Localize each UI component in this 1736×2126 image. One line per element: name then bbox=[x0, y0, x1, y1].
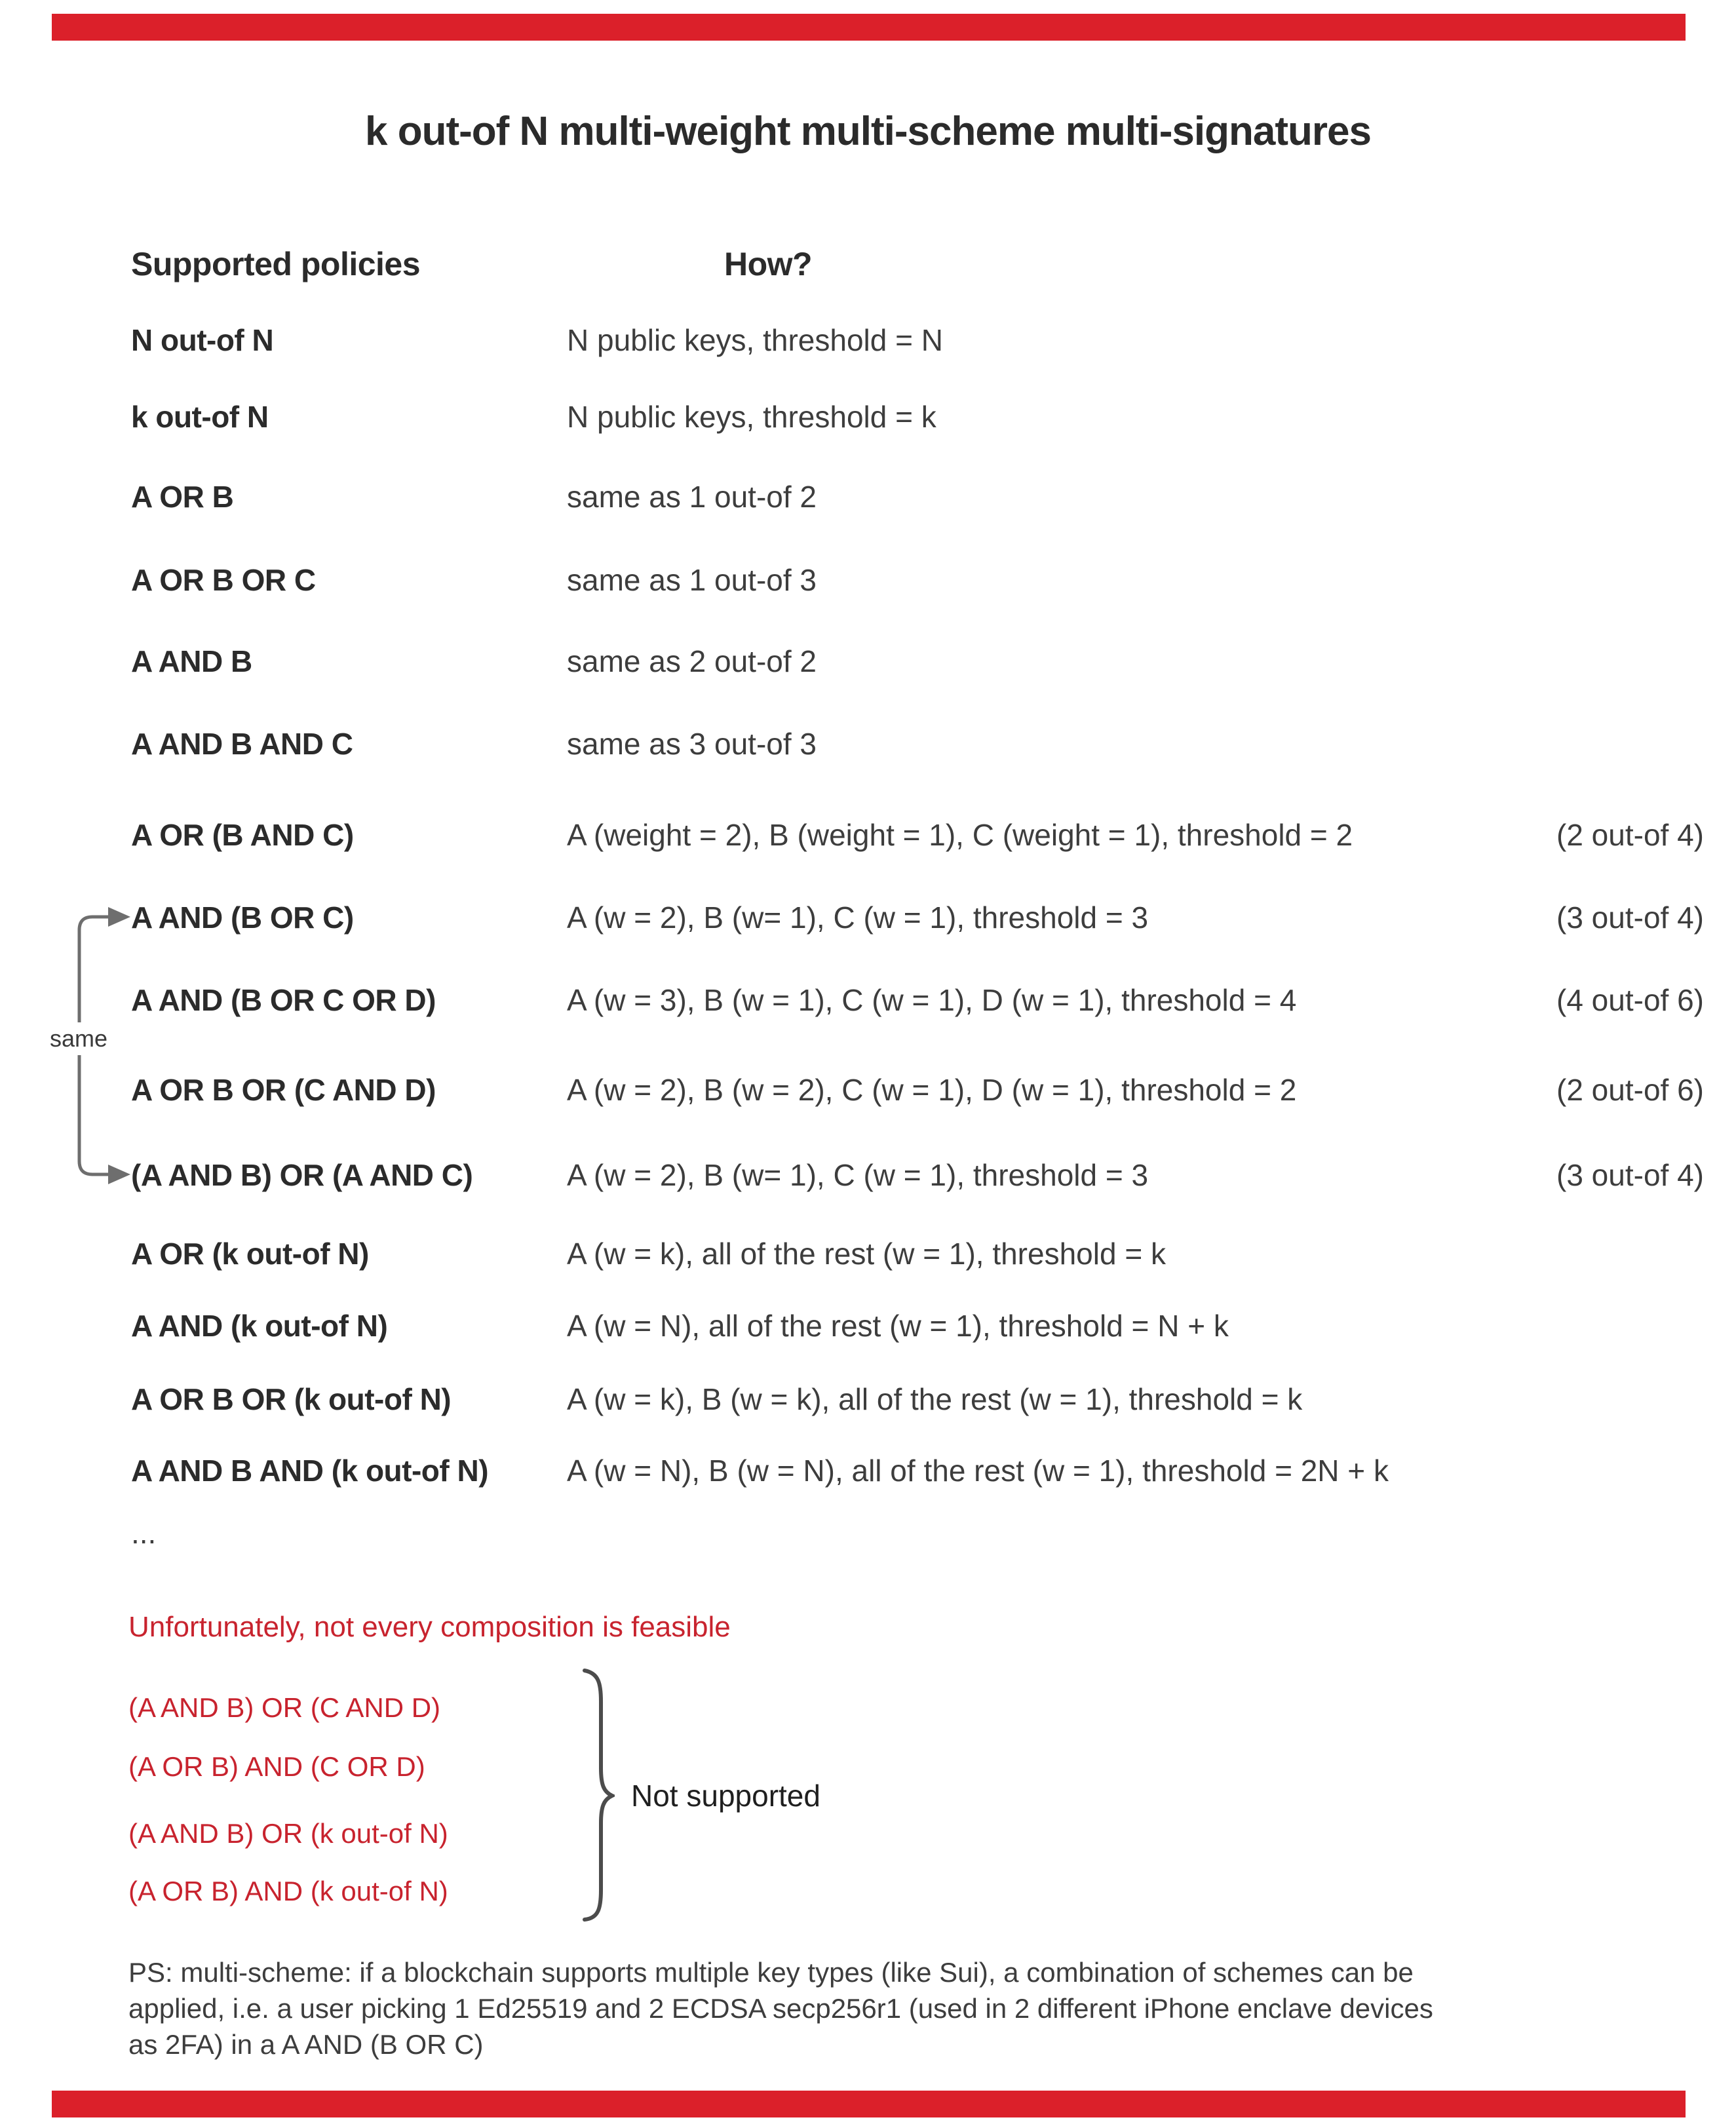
top-red-bar bbox=[52, 14, 1686, 41]
policy-row bbox=[131, 321, 1704, 359]
unsupported-item: (A OR B) AND (C OR D) bbox=[128, 1751, 425, 1782]
page-title: k out-of N multi-weight multi-scheme multi-signatures bbox=[365, 109, 1371, 154]
policy-note: (4 out-of 6) bbox=[1556, 983, 1704, 1017]
same-label: same bbox=[47, 1022, 110, 1055]
policy-row bbox=[131, 478, 1704, 516]
policy-label: A OR B bbox=[131, 480, 234, 514]
column-header-policies: Supported policies bbox=[131, 246, 421, 282]
policy-row bbox=[131, 642, 1704, 680]
policy-how: N public keys, threshold = N bbox=[567, 323, 943, 357]
policy-how: A (weight = 2), B (weight = 1), C (weight = 1), threshold = 2 bbox=[567, 818, 1353, 852]
unsupported-item: (A OR B) AND (k out-of N) bbox=[128, 1876, 448, 1906]
policy-how: A (w = 3), B (w = 1), C (w = 1), D (w = 1), threshold = 4 bbox=[567, 983, 1297, 1017]
policy-row bbox=[131, 1235, 1704, 1273]
policy-row bbox=[131, 1452, 1704, 1490]
not-supported-label: Not supported bbox=[631, 1779, 820, 1813]
policy-note: (2 out-of 4) bbox=[1556, 818, 1704, 852]
policy-label: A OR B OR (k out-of N) bbox=[131, 1382, 452, 1416]
curly-brace-icon bbox=[581, 1669, 615, 1922]
policy-how: A (w = N), B (w = N), all of the rest (w = 1), threshold = 2N + k bbox=[567, 1454, 1389, 1488]
ps-note-line: applied, i.e. a user picking 1 Ed25519 and 2 ECDSA secp256r1 (used in 2 different iPhone enclave devices bbox=[128, 1993, 1433, 2024]
unsupported-item: (A AND B) OR (C AND D) bbox=[128, 1692, 441, 1723]
bottom-red-bar bbox=[52, 2091, 1686, 2117]
ps-note-line: PS: multi-scheme: if a blockchain supports multiple key types (like Sui), a combination of schemes can be bbox=[128, 1957, 1414, 1988]
policy-note: (3 out-of 4) bbox=[1556, 900, 1704, 935]
policy-label: A OR B OR C bbox=[131, 563, 316, 597]
policy-how: A (w = k), all of the rest (w = 1), threshold = k bbox=[567, 1237, 1166, 1271]
policy-label: A OR B OR (C AND D) bbox=[131, 1073, 436, 1107]
policy-label: (A AND B) OR (A AND C) bbox=[131, 1158, 473, 1192]
policy-label: A AND B AND C bbox=[131, 727, 353, 761]
policy-label: A AND (B OR C) bbox=[131, 900, 354, 935]
policy-row bbox=[131, 816, 1704, 854]
policy-row bbox=[131, 1380, 1704, 1418]
policy-label: A OR (B AND C) bbox=[131, 818, 354, 852]
column-header-how: How? bbox=[724, 246, 813, 282]
policy-label: A AND (B OR C OR D) bbox=[131, 983, 436, 1017]
policy-row bbox=[131, 981, 1704, 1019]
policy-label: A AND B bbox=[131, 644, 252, 678]
ellipsis: ... bbox=[131, 1516, 157, 1550]
policy-row bbox=[131, 1071, 1704, 1109]
policy-row bbox=[131, 1156, 1704, 1194]
policy-label: N out-of N bbox=[131, 323, 274, 357]
policy-how: A (w = N), all of the rest (w = 1), threshold = N + k bbox=[567, 1309, 1229, 1343]
policy-note: (2 out-of 6) bbox=[1556, 1073, 1704, 1107]
policy-how: A (w = 2), B (w= 1), C (w = 1), threshold = 3 bbox=[567, 900, 1149, 935]
policy-how: A (w = 2), B (w= 1), C (w = 1), threshold = 3 bbox=[567, 1158, 1149, 1192]
policy-label: A OR (k out-of N) bbox=[131, 1237, 369, 1271]
policy-label: k out-of N bbox=[131, 400, 269, 434]
policy-label: A AND B AND (k out-of N) bbox=[131, 1454, 489, 1488]
ps-note-line: as 2FA) in a A AND (B OR C) bbox=[128, 2029, 484, 2060]
policy-how: N public keys, threshold = k bbox=[567, 400, 936, 434]
ps-note bbox=[128, 1954, 1433, 2062]
policy-row bbox=[131, 1307, 1704, 1345]
unsupported-item: (A AND B) OR (k out-of N) bbox=[128, 1818, 448, 1849]
policy-how: same as 3 out-of 3 bbox=[567, 727, 817, 761]
policy-how: same as 1 out-of 3 bbox=[567, 563, 817, 597]
unsupported-heading: Unfortunately, not every composition is feasible bbox=[128, 1611, 731, 1643]
policy-how: same as 2 out-of 2 bbox=[567, 644, 817, 678]
policy-row bbox=[131, 398, 1704, 436]
policy-how: A (w = k), B (w = k), all of the rest (w = 1), threshold = k bbox=[567, 1382, 1303, 1416]
policy-how: same as 1 out-of 2 bbox=[567, 480, 817, 514]
policy-row bbox=[131, 725, 1704, 763]
policy-row bbox=[131, 899, 1704, 937]
policy-row bbox=[131, 561, 1704, 599]
policy-note: (3 out-of 4) bbox=[1556, 1158, 1704, 1192]
policy-label: A AND (k out-of N) bbox=[131, 1309, 388, 1343]
policy-how: A (w = 2), B (w = 2), C (w = 1), D (w = 1), threshold = 2 bbox=[567, 1073, 1297, 1107]
